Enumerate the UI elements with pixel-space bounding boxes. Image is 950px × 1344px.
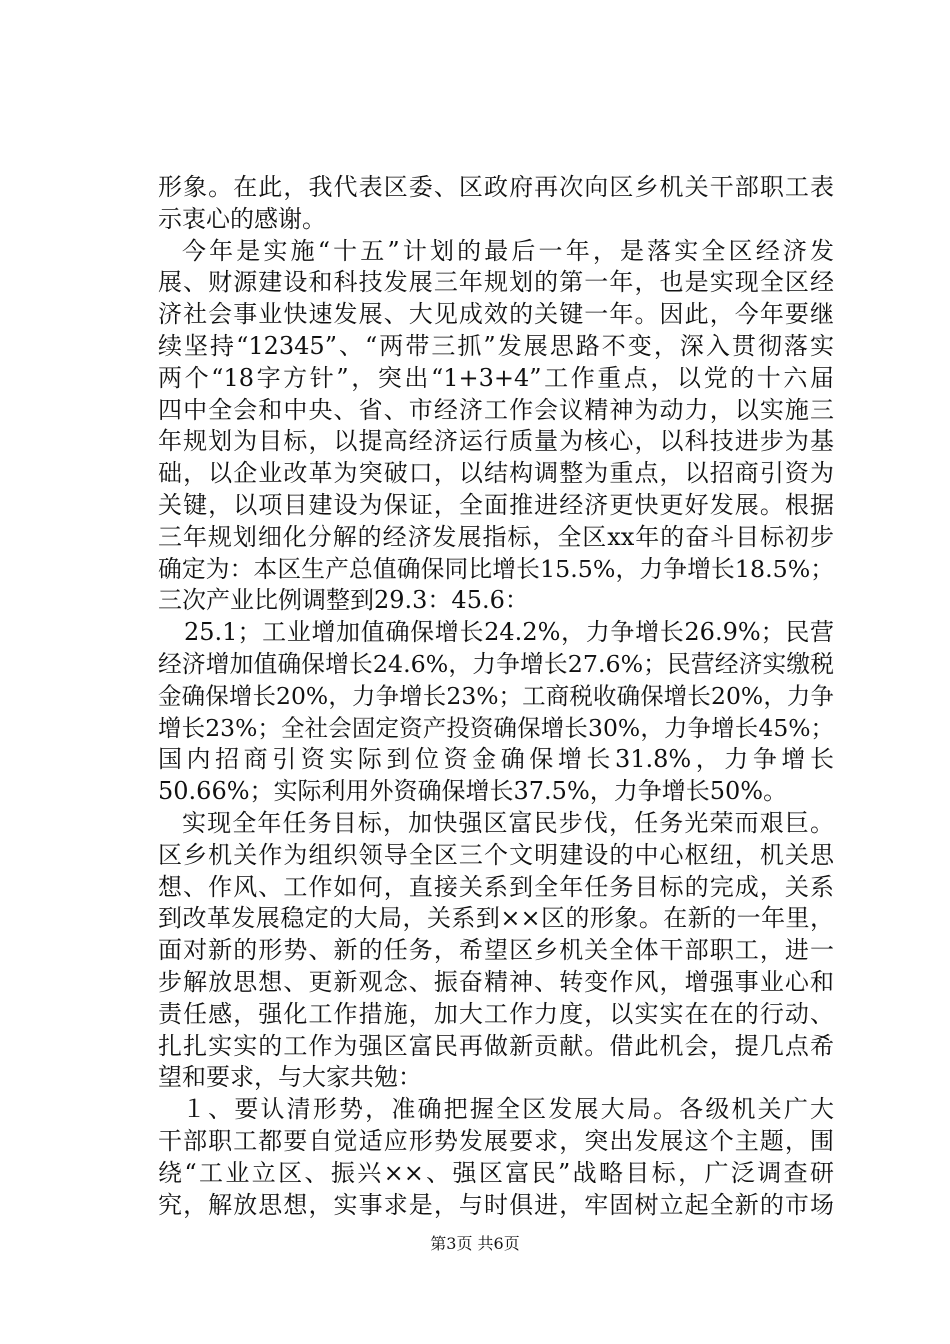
text-line: 形象。在此，我代表区委、区政府再次向区乡机关干部职工表 xyxy=(158,173,834,201)
page-number-label: 第3页 共6页 xyxy=(430,1234,520,1253)
text-line: 展、财源建设和科技发展三年规划的第一年，也是实现全区经 xyxy=(158,268,834,297)
text-line: 想、作风、工作如何，直接关系到全年任务目标的完成，关系 xyxy=(158,872,834,901)
text-line: 面对新的形势、新的任务，希望区乡机关全体干部职工，进一 xyxy=(158,936,834,965)
text-line: 步解放思想、更新观念、振奋精神、转变作风，增强事业心和 xyxy=(158,967,834,996)
text-line: 50.66%；实际利用外资确保增长37.5%，力争增长50%。 xyxy=(158,777,788,806)
text-line: １、要认清形势，准确把握全区发展大局。各级机关广大 xyxy=(182,1095,834,1124)
text-line: 望和要求，与大家共勉： xyxy=(158,1063,422,1092)
text-line: 四中全会和中央、省、市经济工作会议精神为动力，以实施三 xyxy=(158,395,834,424)
text-line: 三年规划细化分解的经济发展指标，全区xx年的奋斗目标初步 xyxy=(158,522,834,551)
text-line: 两个“18字方针”，突出“1+3+4”工作重点，以党的十六届 xyxy=(158,363,834,392)
text-line: 到改革发展稳定的大局，关系到××区的形象。在新的一年里， xyxy=(158,904,834,933)
page-footer xyxy=(0,1234,950,1254)
text-line: 三次产业比例调整到29.3：45.6： xyxy=(158,586,529,615)
text-line: 实现全年任务目标，加快强区富民步伐，任务光荣而艰巨。 xyxy=(182,808,834,837)
text-line: 国内招商引资实际到位资金确保增长31.8%，力争增长 xyxy=(158,745,834,774)
text-line: 示衷心的感谢。 xyxy=(158,204,326,233)
text-line: 绕“工业立区、振兴××、强区富民”战略目标，广泛调查研 xyxy=(158,1158,834,1187)
text-line: 金确保增长20%，力争增长23%；工商税收确保增长20%，力争 xyxy=(158,681,834,710)
text-line: 今年是实施“十五”计划的最后一年，是落实全区经济发 xyxy=(182,236,834,265)
text-line: 增长23%；全社会固定资产投资确保增长30%，力争增长45%； xyxy=(158,713,834,742)
text-line: 区乡机关作为组织领导全区三个文明建设的中心枢纽，机关思 xyxy=(158,840,834,869)
text-line: 25.1；工业增加值确保增长24.2%，力争增长26.9%；民营 xyxy=(184,618,834,647)
text-line: 经济增加值确保增长24.6%，力争增长27.6%；民营经济实缴税 xyxy=(158,649,834,678)
text-line: 干部职工都要自觉适应形势发展要求，突出发展这个主题，围 xyxy=(158,1126,834,1155)
text-line: 确定为：本区生产总值确保同比增长15.5%，力争增长18.5%； xyxy=(158,554,834,583)
text-line: 续坚持“12345”、“两带三抓”发展思路不变，深入贯彻落实 xyxy=(158,331,834,360)
text-line: 扎扎实实的工作为强区富民再做新贡献。借此机会，提几点希 xyxy=(158,1031,834,1060)
text-line: 济社会事业快速发展、大见成效的关键一年。因此，今年要继 xyxy=(158,300,834,329)
text-line: 年规划为目标，以提高经济运行质量为核心，以科技进步为基 xyxy=(158,427,834,456)
text-line: 究，解放思想，实事求是，与时俱进，牢固树立起全新的市场 xyxy=(158,1190,834,1219)
text-line: 础，以企业改革为突破口，以结构调整为重点，以招商引资为 xyxy=(158,459,834,488)
text-line: 责任感，强化工作措施，加大工作力度，以实实在在的行动、 xyxy=(158,999,834,1028)
document-body xyxy=(158,172,834,1221)
text-line: 关键，以项目建设为保证，全面推进经济更快更好发展。根据 xyxy=(158,490,834,519)
